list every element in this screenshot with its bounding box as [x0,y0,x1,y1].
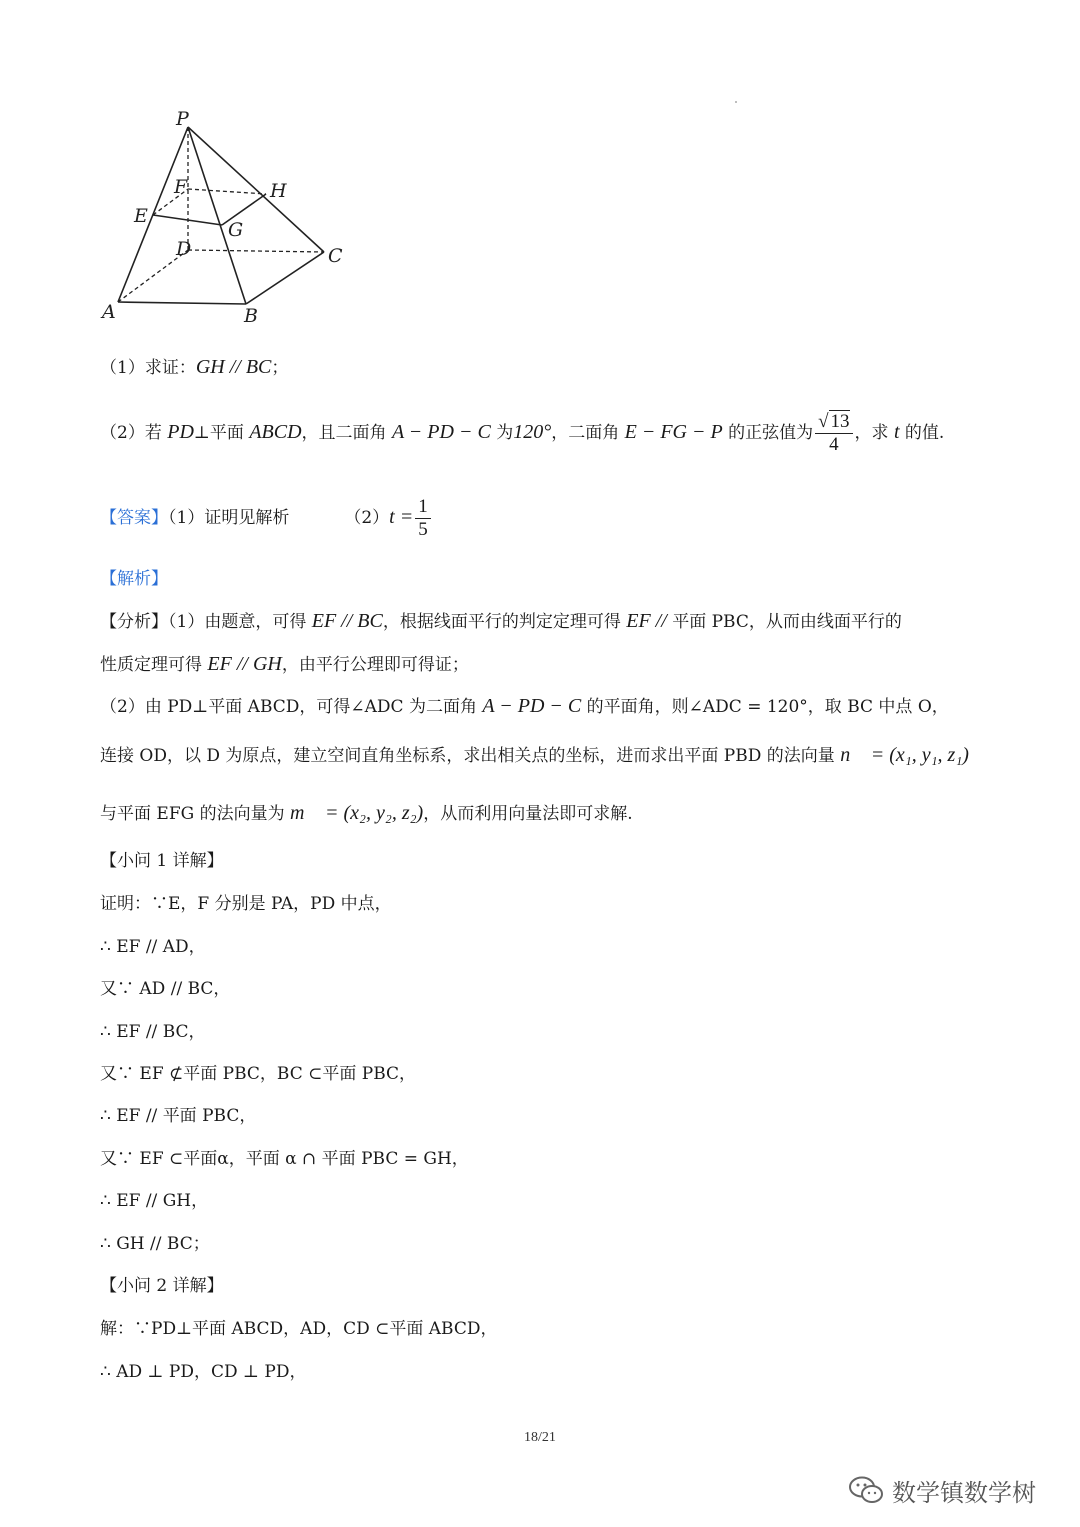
edge-FH [188,189,266,194]
question-2 [100,407,1000,457]
q2-text-6: 的正弦值为 [722,423,814,443]
watermark [848,1470,1036,1510]
analysis-l4-math: n⃗ = (x₁, y₁, z₁) [840,744,969,766]
analysis-l1-math-2: EF // [626,610,667,632]
sine-fraction: $\frac{√ 13}{4}$ [815,411,852,456]
detail-2-line: 解：∵PD⊥平面 ABCD，AD，CD ⊂平面 ABCD， [100,1319,498,1339]
analysis-l2-text-a: 性质定理可得 [100,655,208,675]
pyramid-figure [96,105,366,330]
q2-text-2: ⊥平面 [193,423,250,443]
label-H: H [270,180,287,202]
answer-var: t = [389,506,414,528]
q2-math-2: ABCD [249,421,302,443]
analysis-l3-math: A − PD − C [482,695,582,717]
detail-2-line: ∴ AD ⊥ PD，CD ⊥ PD， [100,1362,307,1382]
question-1 [100,355,1000,380]
label-D: D [176,238,192,260]
q2-math-1: PD [167,421,194,443]
answer-fraction [415,496,431,541]
detail-1-line: 又∵ AD // BC， [100,979,231,999]
analysis-l3-text-a: （2）由 PD⊥平面 ABCD，可得∠ADC 为二面角 [100,697,483,717]
q2-text-3: ，且二面角 [301,423,392,443]
answer-tag: 【答案】 [100,508,168,528]
detail-1-tag: 【小问 1 详解】 [100,851,224,871]
answer-line [100,492,1000,542]
analysis-l3-text-b: 的平面角，则∠ADC = 120°，取 BC 中点 O， [581,697,949,717]
analysis-l1-text-c: 平面 PBC，从而由线面平行的 [666,612,902,632]
fraction-denominator: 4 [829,434,839,455]
fraction-numerator: 13 [830,411,850,432]
edge-AB [118,302,246,304]
q2-math-4: 120° [513,421,552,443]
page-number: 18/21 [524,1430,556,1445]
q2-math-5: E − FG − P [624,421,723,443]
label-C: C [328,245,343,267]
analysis-line-1 [100,609,1000,634]
watermark-text: 数学镇数学树 [892,1478,1036,1507]
analysis-l5-math: m⃗ = (x₂, y₂, z₂) [290,802,424,824]
analysis-l5-text-b: ，从而利用向量法即可求解. [423,804,633,824]
analysis-line-3 [100,694,1000,719]
detail-1-line: ∴ EF // GH， [100,1191,209,1211]
q2-text-4: 为 [490,423,514,443]
q2-math-6: t [893,421,900,443]
edge-DC [188,250,324,252]
analysis-line-4 [100,743,1000,768]
analysis-l5-text-a: 与平面 EFG 的法向量为 [100,804,290,824]
detail-1-line: 又∵ EF ⊄平面 PBC，BC ⊂平面 PBC， [100,1064,417,1084]
analysis-l1-text-b: ，根据线面平行的判定定理可得 [382,612,627,632]
q2-text-5: ，二面角 [551,423,625,443]
q2-text-7: ，求 [854,423,894,443]
label-P: P [176,108,189,130]
answer-part-1: （1）证明见解析 [168,508,290,528]
q1-suffix: ； [271,358,289,378]
analysis-l2-text-b: ，由平行公理即可得证； [281,655,469,675]
detail-1-line: ∴ EF // AD， [100,937,206,957]
label-F: F [174,176,188,198]
q1-prefix: （1）求证： [100,358,196,378]
analysis-tag: 【解析】 [100,569,168,589]
analysis-l1-math-1: EF // BC [311,610,383,632]
pyramid-diagram [96,105,366,330]
detail-1-line: ∴ GH // BC； [100,1234,210,1254]
q1-math: GH // BC [195,356,272,378]
detail-1-line: ∴ EF // BC， [100,1022,206,1042]
label-A: A [102,301,116,323]
detail-1-line: 又∵ EF ⊂平面α，平面 α ∩ 平面 PBC = GH， [100,1149,469,1169]
detail-2-tag: 【小问 2 详解】 [100,1276,224,1296]
speck-dot [735,101,737,103]
detail-1-line: 证明：∵E，F 分别是 PA，PD 中点， [100,894,392,914]
answer-part-2-prefix: （2） [344,508,390,528]
analysis-line-2 [100,652,1000,677]
answer-denominator: 5 [418,519,428,540]
wechat-icon [848,1475,884,1505]
detail-1-line: ∴ EF // 平面 PBC， [100,1106,257,1126]
answer-numerator: 1 [415,496,431,519]
q2-math-3: A − PD − C [391,421,491,443]
q2-text-8: 的值. [899,423,945,443]
label-E: E [134,205,148,227]
edge-BC [246,252,324,304]
analysis-line-5 [100,801,1000,826]
analysis-l2-math: EF // GH [207,653,282,675]
label-G: G [228,219,244,241]
analysis-l1-text-a: 【分析】（1）由题意，可得 [100,612,312,632]
q2-text-1: （2）若 [100,423,168,443]
analysis-l4-text-a: 连接 OD，以 D 为原点，建立空间直角坐标系，求出相关点的坐标，进而求出平面 PBD 的法向量 [100,746,841,766]
label-B: B [244,305,258,327]
